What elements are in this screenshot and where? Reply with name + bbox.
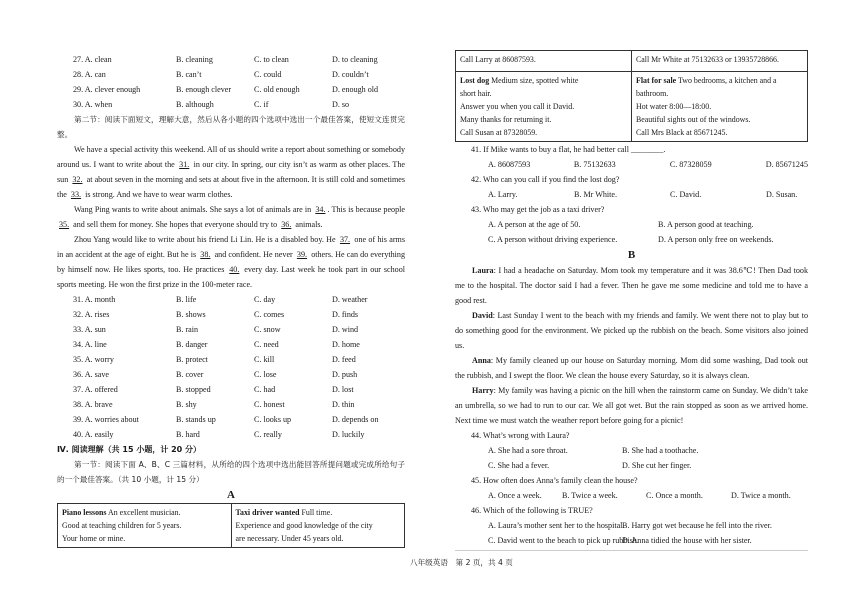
option-text: C. if <box>254 100 269 109</box>
options-44-cd: C. She had a fever. D. She cut her finger. <box>488 461 692 470</box>
option-text: B. cleaning <box>176 55 213 64</box>
blank-31: 31. <box>179 160 190 169</box>
page-footer: 八年级英语 第 2 页，共 4 页 <box>410 558 513 567</box>
question-43: 43. Who may get the job as a taxi driver? <box>471 205 605 214</box>
ads-table-a-continued <box>455 50 808 142</box>
options-31-40 <box>57 292 405 442</box>
option-text: 31. A. month <box>73 295 116 304</box>
blank-40: 40. <box>229 265 240 274</box>
option-text: C. need <box>254 340 279 349</box>
passage-b-laura: Laura: I had a headache on Saturday. Mom took my temperature and it was 38.6℃! Then Dad took me to the hospital. The doctor said I had a fever. Then he gave me some medicine and told me to have a good rest. <box>455 266 808 305</box>
options-31-40-row <box>57 382 405 397</box>
options-46-ab: A. Laura’s mother sent her to the hospital. B. Harry got wet because he fell into the river. <box>488 521 772 530</box>
options-45: A. Once a week. B. Twice a week. C. Once a month. D. Twice a month. <box>488 491 791 500</box>
option-text: 30. A. when <box>73 100 113 109</box>
options-44-ab: A. She had a sore throat. B. She had a toothache. <box>488 446 699 455</box>
option-text: B. life <box>176 295 197 304</box>
options-27-30-row <box>57 52 405 67</box>
options-31-40-row <box>57 367 405 382</box>
section2-intro: 第二节：阅读下面短文，理解大意，然后从各小题的四个选项中选出一个最佳答案，使短文连贯完整。 <box>57 115 405 139</box>
ad-mr-white: Call Mr White at 75132633 or 13935728866. <box>632 51 808 72</box>
question-46: 46. Which of the following is TRUE? <box>471 506 593 515</box>
cloze-paragraph-3: Zhou Yang would like to write about his friend Li Lin. He is a disabled boy. He 37. one of his arms in an accident at the age of eight. But he is 38. and confident. He never 39. others. He can do everything by himself now. He likes sports, too. He practices 40. every day. Last week he took part in our school sports meeting. He won the first prize in the 100-meter race. <box>57 235 406 289</box>
option-text: C. could <box>254 70 282 79</box>
option-text: C. to clean <box>254 55 289 64</box>
option-text: 36. A. save <box>73 370 109 379</box>
part4-intro: 第一节：阅读下面 A、B、C 三篇材料，从所给的四个选项中选出能回答所提问题或完成所给句子的一个最佳答案。（共 10 小题，计 15 分） <box>57 460 405 484</box>
blank-39: 39. <box>296 250 308 259</box>
options-27-30-row <box>57 82 405 97</box>
ad-taxi-driver: Taxi driver wanted Full time. Experience and good knowledge of the city are necessary. Under 45 years old. <box>231 504 405 548</box>
passage-a-label: A <box>227 489 235 501</box>
passage-b-david: David: Last Sunday I went to the beach with my friends and family. We went there not to play but to do something good for the environment. We picked up the rubbish on the beach. Some visitors also joined us. <box>455 311 808 350</box>
part4-title: Ⅳ. 阅读理解（共 15 小题，计 20 分） <box>57 445 202 454</box>
option-text: D. lost <box>332 385 354 394</box>
option-text: B. stands up <box>176 415 216 424</box>
blank-34: 34. <box>315 205 326 214</box>
option-text: C. honest <box>254 400 285 409</box>
options-43-cd: C. A person without driving experience. D. A person only free on weekends. <box>488 235 774 244</box>
option-text: B. cover <box>176 370 204 379</box>
option-text: B. protect <box>176 355 208 364</box>
options-31-40-row <box>57 322 405 337</box>
options-31-40-row <box>57 307 405 322</box>
options-27-30 <box>57 52 405 112</box>
cloze-paragraph-1: We have a special activity this weekend. All of us should write a report about something or somebody around us. I want to write about the 31. in our city. In spring, our city isn’t as warm as other places. The sun 32. at about seven in the morning and sets at about five in the afternoon. It is still cold and sometimes the 33. is strong. And we have to wear warm clothes. <box>57 145 405 199</box>
option-text: B. stopped <box>176 385 211 394</box>
option-text: C. day <box>254 295 276 304</box>
question-45: 45. How often does Anna’s family clean the house? <box>471 476 638 485</box>
blank-35: 35. <box>59 220 70 229</box>
option-text: 40. A. easily <box>73 430 114 439</box>
option-text: C. comes <box>254 310 285 319</box>
option-text: B. shows <box>176 310 206 319</box>
cloze-paragraph-2: Wang Ping wants to write about animals. She says a lot of animals are in 34. . This is because people 35. and sell them for money. She hopes that everyone should try to 36. animals. <box>59 205 405 229</box>
question-42: 42. Who can you call if you find the lost dog? <box>471 175 620 184</box>
options-31-40-row <box>57 397 405 412</box>
ad-larry: Call Larry at 86087593. <box>456 51 632 72</box>
blank-37: 37. <box>339 235 351 244</box>
option-text: D. push <box>332 370 358 379</box>
option-text: D. finds <box>332 310 359 319</box>
option-text: B. although <box>176 100 214 109</box>
options-27-30-row <box>57 67 405 82</box>
option-text: B. can’t <box>176 70 202 79</box>
option-text: D. feed <box>332 355 356 364</box>
option-text: C. kill <box>254 355 275 364</box>
option-text: 38. A. brave <box>73 400 113 409</box>
option-text: D. luckily <box>332 430 365 439</box>
options-31-40-row <box>57 337 405 352</box>
option-text: D. depends on <box>332 415 379 424</box>
option-text: D. thin <box>332 400 355 409</box>
options-42: A. Larry. B. Mr White. C. David. D. Susan. <box>488 190 798 199</box>
ad-lost-dog: Lost dog Medium size, spotted white short hair. Answer you when you call it David. Many thanks for returning it. Call Susan at 87328059. <box>456 72 632 142</box>
passage-b-harry: Harry: My family was having a picnic on the hill when the rainstorm came on Sunday. We didn’t take an umbrella, so we had to run to our car. We all got wet. But the rain stopped as soon as we arrived home. Next time we must watch the weather report before going for a picnic! <box>455 386 808 425</box>
blank-32: 32. <box>72 175 83 184</box>
blank-36: 36. <box>281 220 292 229</box>
blank-33: 33. <box>70 190 82 199</box>
option-text: 29. A. clever enough <box>73 85 141 94</box>
ad-flat-for-sale: Flat for sale Two bedrooms, a kitchen and a bathroom. Hot water 8:00—18:00. Beautiful sights out of the windows. Call Mrs Black at 85671245. <box>632 72 808 142</box>
option-text: 33. A. sun <box>73 325 106 334</box>
right-column <box>455 50 808 548</box>
ad-piano-lessons: Piano lessons An excellent musician. Good at teaching children for 5 years. Your home or mine. <box>58 504 232 548</box>
option-text: C. old enough <box>254 85 300 94</box>
option-text: C. snow <box>254 325 281 334</box>
option-text: C. really <box>254 430 282 439</box>
options-31-40-row <box>57 352 405 367</box>
blank-38: 38. <box>200 250 211 259</box>
option-text: 28. A. can <box>73 70 106 79</box>
options-27-30-row <box>57 97 405 112</box>
option-text: 34. A. line <box>73 340 107 349</box>
option-text: D. so <box>332 100 350 109</box>
option-text: D. enough old <box>332 85 379 94</box>
option-text: 27. A. clean <box>73 55 112 64</box>
option-text: B. danger <box>176 340 208 349</box>
options-43-ab: A. A person at the age of 50. B. A person good at teaching. <box>488 220 754 229</box>
option-text: D. weather <box>332 295 368 304</box>
option-text: C. lose <box>254 370 277 379</box>
passage-b-label: B <box>627 249 636 261</box>
question-44: 44. What’s wrong with Laura? <box>471 431 570 440</box>
option-text: C. looks up <box>254 415 292 424</box>
left-column <box>57 52 405 548</box>
options-31-40-row <box>57 427 405 442</box>
option-text: D. couldn’t <box>332 70 369 79</box>
options-41: A. 86087593 B. 75132633 C. 87328059 D. 85671245 <box>488 160 808 169</box>
option-text: D. wind <box>332 325 359 334</box>
option-text: D. to cleaning <box>332 55 378 64</box>
options-31-40-row <box>57 412 405 427</box>
option-text: B. hard <box>176 430 200 439</box>
footer-divider <box>455 550 808 551</box>
option-text: 39. A. worries about <box>73 415 139 424</box>
option-text: 35. A. worry <box>73 355 114 364</box>
options-31-40-row <box>57 292 405 307</box>
option-text: B. rain <box>176 325 199 334</box>
option-text: D. home <box>332 340 360 349</box>
option-text: 32. A. rises <box>73 310 110 319</box>
ads-table-a <box>57 503 405 548</box>
options-46-cd: C. David went to the beach to pick up rubbish. D. Anna tidied the house with her sister. <box>488 536 752 545</box>
option-text: B. enough clever <box>176 85 232 94</box>
option-text: 37. A. offered <box>73 385 118 394</box>
question-41: 41. If Mike wants to buy a flat, he had better call ________. <box>471 145 666 154</box>
option-text: B. shy <box>176 400 197 409</box>
option-text: C. had <box>254 385 276 394</box>
passage-b-anna: Anna: My family cleaned up our house on Saturday morning. Mom did some washing, Dad took out the rubbish, and I swept the floor. We clean the house every Saturday, so it is always clean. <box>455 356 808 380</box>
